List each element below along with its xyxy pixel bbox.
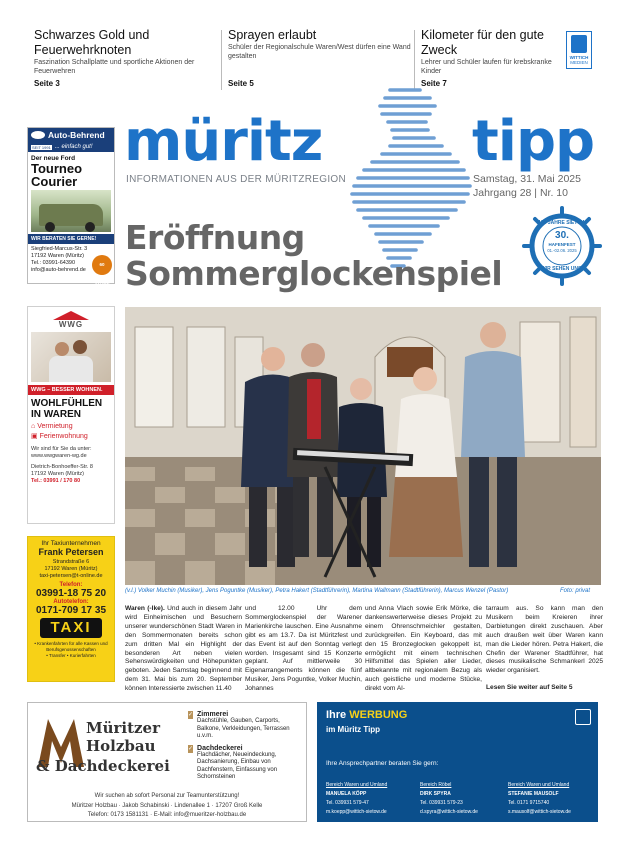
wwg-item-rent[interactable]: ⌂ Vermietung <box>31 423 73 430</box>
masthead-subtitle: INFORMATIONEN AUS DER MÜRITZREGION <box>126 174 347 185</box>
teaser-page: Seite 7 <box>421 79 447 88</box>
ford-oval-icon <box>31 131 45 139</box>
ad-werbung[interactable] <box>317 702 598 822</box>
holzbau-contact-2: Telefon: 0173 1581131 · E-Mail: info@mueritzer-holzbau.de <box>87 812 247 818</box>
ford-header <box>28 128 114 142</box>
wwg-street: Dietrich-Bonhoeffer-Str. 8 <box>31 464 93 470</box>
ford-model1: Tourneo <box>31 161 83 176</box>
taxi-name: Frank Petersen <box>38 547 104 557</box>
badge-bottom: WIR SEHEN UNS! <box>541 266 583 272</box>
holzbau-sec2-text: Flachdächer, Neueindeckung, Dachsanierung, Einbau von Dachfenstern, Einfassung von Schornsteinen <box>197 751 278 780</box>
taxi-note-2: • Transfer • Kurierfahrten <box>46 653 96 658</box>
ford-city: 17192 Waren (Müritz) <box>31 253 84 259</box>
wwg-logo-text: WWG <box>58 320 84 329</box>
holzbau-name-3: & Dachdeckerei <box>36 757 170 775</box>
taxi-intro: Ihr Taxiunternehmen <box>41 540 101 547</box>
article-column-2 <box>245 605 362 694</box>
teaser-title: Kilometer für den gute Zweck <box>421 28 544 57</box>
teaser-text: Schüler der Regionalschule Waren/West dürfen eine Wand gestalten <box>228 44 411 60</box>
article-column-4 <box>486 605 603 693</box>
ford-address: Siegfried-Marcus-Str. 3 <box>31 246 88 252</box>
divider <box>414 30 415 90</box>
read-more-link[interactable]: Lesen Sie weiter auf Seite 5 <box>486 684 573 692</box>
taxi-tel: 03991-18 75 20 <box>35 588 107 599</box>
photo-caption: (v.l.) Volker Muchin (Musiker), Jens Poguntke (Musiker), Petra Hakert (Stadtführerin), Martina Wallmann (Stadtführerin), Marcus Wenzel (Pastor) <box>125 588 509 594</box>
wwg-title-2: IN WAREN <box>31 409 81 420</box>
holzbau-name-2: Holzbau <box>86 737 156 755</box>
wwg-logo <box>28 307 114 329</box>
check-icon: ✓ <box>188 745 194 752</box>
taxi-note-1: • Krankenfahrten für alle Kassen und Berufsgenossenschaften <box>34 641 108 652</box>
badge-number: 30. <box>555 230 569 241</box>
werbung-contact-3[interactable]: Bereich Waren und Umland STEFANIE MAUSOLF Tel. 0171 9715740 s.mausolf@wittich-sietow.de <box>508 782 571 815</box>
taxi-tel-label: Telefon: <box>59 582 83 588</box>
ad-ford[interactable] <box>27 127 115 287</box>
teaser-title: Sprayen erlaubt <box>228 28 317 42</box>
hafenfest-badge[interactable] <box>522 206 602 286</box>
check-icon: ✓ <box>188 712 194 718</box>
publisher-name: WITTICH <box>569 55 589 60</box>
ad-taxi[interactable] <box>27 536 115 682</box>
masthead-word-2: tipp <box>472 109 595 174</box>
issue-number: Jahrgang 28 | Nr. 10 <box>473 187 568 199</box>
wwg-web[interactable]: www.wwgwaren-wg.de <box>31 453 87 459</box>
holzbau-contact-1: Müritzer Holzbau · Jakob Schabinski · Lindenallee 1 · 17207 Groß Kelle <box>71 803 263 809</box>
publisher-sub: MEDIEN <box>570 60 588 65</box>
teaser-3[interactable] <box>421 28 561 88</box>
teaser-1[interactable] <box>34 28 219 88</box>
teaser-title: Schwarzes Gold und Feuerwehrknoten <box>34 28 150 57</box>
article-text: tarraum aus. So kann man den Musikern beim Kreieren ihrer Darbietungen direkt zuschauen. Aber auch draußen weit über Waren kann man die Lieder hören. Petra Hakert, die Chefin der Warener Stadtführer, hat dieses musikalische Schmankerl 2025 wieder organisiert. <box>486 605 603 675</box>
holzbau-staff: Wir suchen ab sofort Personal zur Teamunterstützung! <box>94 793 240 799</box>
article-column-1 <box>125 605 242 694</box>
since-badge: SEIT 1991 <box>32 144 51 150</box>
ad-holzbau[interactable] <box>27 702 307 822</box>
taxi-street: Strandstraße 6 <box>52 559 90 565</box>
masthead-word-1: müritz <box>124 109 323 174</box>
teaser-text: Lehrer und Schüler laufen für krebskranke Kinder <box>421 59 552 75</box>
ford-cta: WIR BERATEN SIE GERNE! <box>28 234 114 244</box>
publisher-logo[interactable] <box>566 31 592 69</box>
photo-credit: Foto: privat <box>560 588 591 594</box>
ford-mail: info@auto-behrend.de <box>31 267 86 273</box>
badge-dates: 01.-02.06. 2025 <box>547 248 577 253</box>
wwg-city: 17192 Waren (Müritz) <box>31 471 84 477</box>
werbung-contact-1[interactable]: Bereich Waren und Umland MANUELA KÖPP Tel. 039931 579-47 m.koepp@wittich-sietow.de <box>326 782 388 815</box>
article-text: und 12.00 Uhr dem Sommerglockenspiel der Warener Marienkirche lauschen. Eine Ausnahme gibt es am 13.7. Da ist Müritzfest und das Event ist auf den Sonntag verlegt worden. Insgesamt sind 15 Konzerte geplant. Auf mittlerweile 30 Eigenarrangements können die fünf Musiker, Jens Poguntke, Volker Muchin, Johannes <box>245 605 362 693</box>
holzbau-name-1: Müritzer <box>86 719 161 737</box>
ad-wwg[interactable] <box>27 306 115 524</box>
badge-top: 125 JAHRE SIETOW <box>538 220 586 226</box>
taxi-city: 17192 Waren (Müritz) <box>44 566 98 572</box>
dealer-name: Auto-Behrend <box>48 130 105 140</box>
mueritz-lake-graphic <box>330 84 480 279</box>
ford-tel: Tel.: 03991-64390 <box>31 260 76 266</box>
issue-date: Samstag, 31. Mai 2025 <box>473 173 581 185</box>
wwg-banner: WWG – BESSER WOHNEN. <box>28 385 114 395</box>
calendar-icon: ▣ <box>31 433 40 440</box>
teaser-2[interactable] <box>228 28 413 88</box>
publisher-logo-icon <box>571 35 587 53</box>
printer-icon: ⌂ <box>31 423 38 430</box>
wwg-item-holiday[interactable]: ▣ Ferienwohnung <box>31 433 88 440</box>
headline-line-1: Eröffnung <box>125 218 305 257</box>
wwg-roof-icon <box>53 311 89 320</box>
taxi-car-label: Autotelefon: <box>53 599 89 605</box>
car-image <box>31 190 111 232</box>
article-column-3 <box>365 605 482 694</box>
werbung-line2: im Müritz Tipp <box>326 725 381 734</box>
wwg-find: Wir sind für Sie da unter: <box>31 446 92 452</box>
werbung-intro: Ihre Ansprechpartner beraten Sie gern: <box>326 760 439 767</box>
wwg-tel: Tel.: 03991 / 170 80 <box>31 478 81 484</box>
article-text: Und auch in diesem Jahr wird Einheimischen und Besuchern unserer wunderschönen Stadt Waren in den Sommermonaten bereits schon zum dritten Mal ein Highlight der besonderen Art neben vielen Sehenswürdigkeiten und Höhepunkten geboten. Jeden Samstag beginnend mit dem 31. Mai bis zum 20. September können Interessierte zwischen 11.40 <box>125 605 243 693</box>
taxi-mail: taxi-petersen@t-online.de <box>39 573 103 579</box>
teaser-page: Seite 3 <box>34 79 60 88</box>
werbung-pre: Ihre <box>326 709 347 721</box>
werbung-highlight: WERBUNG <box>349 709 408 721</box>
wwg-title-1: WOHLFÜHLEN <box>31 398 103 409</box>
headline-line-2: Sommerglockenspiel <box>125 254 503 293</box>
badge-event: HAFENFEST <box>548 242 576 247</box>
anniversary-text: 60 JAHRE <box>94 262 110 287</box>
taxi-sign: TAXI <box>40 618 102 638</box>
divider <box>221 30 222 90</box>
teaser-page: Seite 5 <box>228 79 254 88</box>
holzbau-sec1-title: Zimmerei <box>197 711 229 718</box>
werbung-contact-2[interactable]: Bereich Röbel DIRK SPYRA Tel. 039931 579-23 d.spyra@wittich-sietow.de <box>420 782 478 815</box>
article-photo <box>125 307 601 585</box>
ford-line1: Der neue Ford <box>31 155 76 162</box>
wwg-photo <box>31 332 111 382</box>
article-text: und Anna Vlach sowie Erik Mörke, die dankenswerterweise dieses Projekt zu einem Ohrenschmeichler gestalten, zurückgreifen. Ein Keyboard, das mit den 15 Bronzeglocken gekoppelt ist, ermöglicht mit einem technischen Hilfsmittel das Spielen aller Lieder, altbekannte mit regionalem Bezug als auch geistliche und moderne Stücke, direkt vom Al- <box>365 605 482 693</box>
anniversary-badge <box>92 255 112 287</box>
holzbau-sec2-title: Dachdeckerei <box>197 744 243 752</box>
holzbau-sec1-text: Dachstühle, Gauben, Carports, Balkone, Verkleidungen, Terrassen u.v.m. <box>197 718 290 739</box>
ford-model2: Courier <box>31 174 78 189</box>
werbung-logo <box>575 709 591 725</box>
ford-slogan: ... einfach gut! <box>54 144 93 150</box>
taxi-car: 0171-709 17 35 <box>35 605 107 616</box>
article-lead: Waren (-lke). <box>125 605 165 612</box>
teaser-text: Faszination Schallplatte und sportliche Aktionen der Feuerwehren <box>34 59 195 75</box>
